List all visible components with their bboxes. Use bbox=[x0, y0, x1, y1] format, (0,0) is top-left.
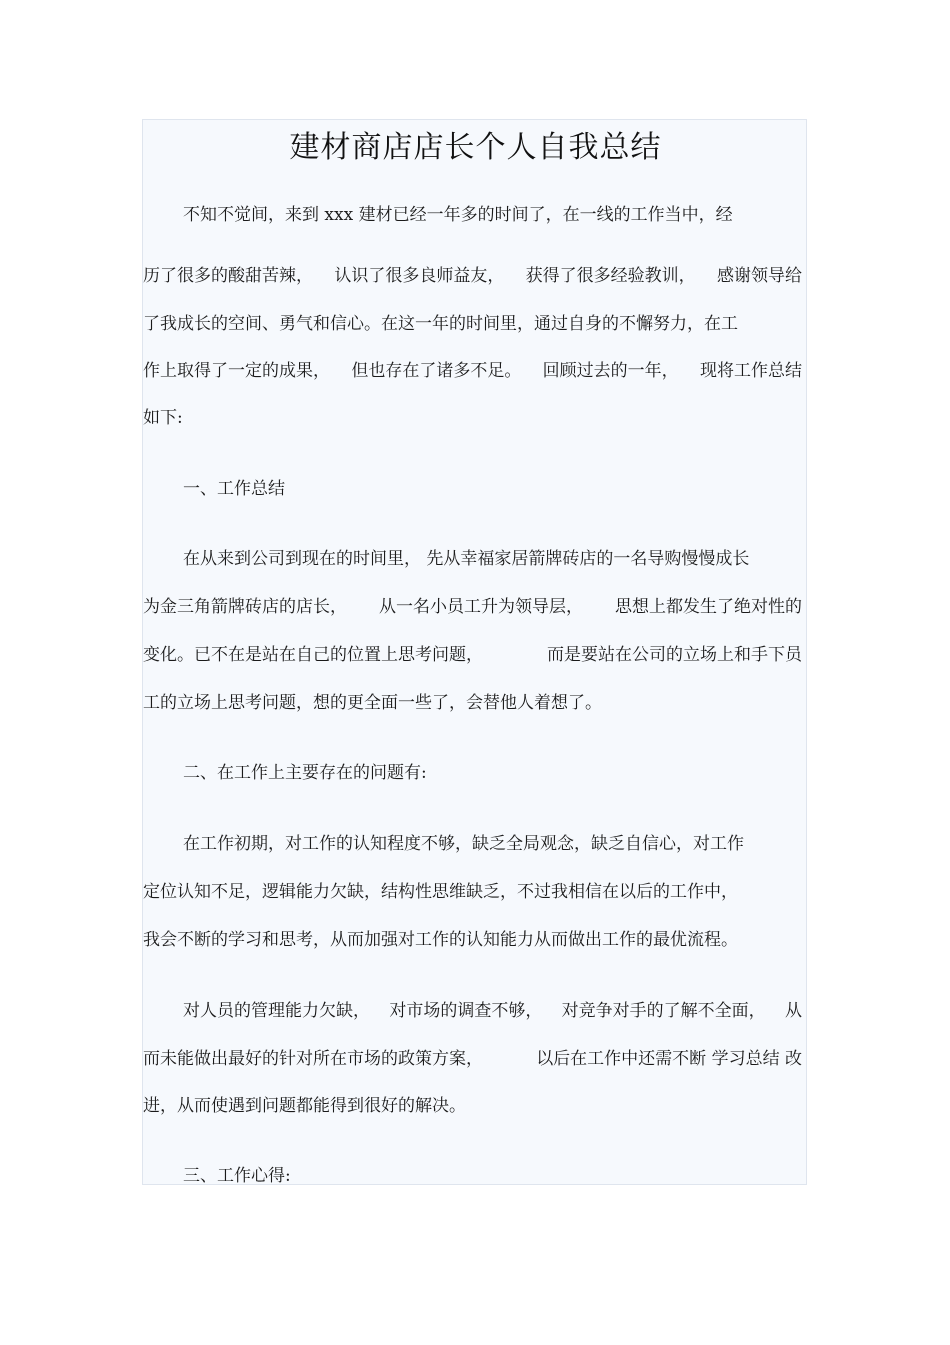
text-segment: 获得了很多经验教训， bbox=[525, 266, 696, 286]
paragraph-2-line-2 bbox=[143, 596, 802, 618]
text-segment: 认识了很多良师益友， bbox=[334, 266, 505, 286]
text-segment: 为金三角箭牌砖店的店长， bbox=[143, 597, 347, 617]
text-segment: 而未能做出最好的针对所在市场的政策方案， bbox=[143, 1049, 483, 1069]
paragraph-1-line-1: 不知不觉间，来到 xxx 建材已经一年多的时间了，在一线的工作当中，经 bbox=[183, 205, 733, 225]
paragraph-1-line-5: 如下: bbox=[143, 408, 183, 428]
paragraph-3-line-2: 定位认知不足，逻辑能力欠缺，结构性思维缺乏，不过我相信在以后的工作中， bbox=[143, 882, 738, 902]
paragraph-4-line-3: 进，从而使遇到问题都能得到很好的解决。 bbox=[143, 1096, 466, 1116]
section-heading-1: 一、工作总结 bbox=[183, 479, 285, 499]
text-segment: 从 bbox=[784, 1001, 802, 1021]
text-segment: 对人员的管理能力欠缺， bbox=[183, 1001, 370, 1021]
paragraph-1-line-4 bbox=[143, 360, 802, 382]
text-segment: 对竞争对手的了解不全面， bbox=[561, 1001, 766, 1021]
text-segment: 对市场的调查不够， bbox=[389, 1001, 543, 1021]
paragraph-1-line-3: 了我成长的空间、勇气和信心。在这一年的时间里，通过自身的不懈努力，在工 bbox=[143, 314, 738, 334]
text-segment: 历了很多的酸甜苦辣， bbox=[143, 266, 313, 286]
text-segment: 回顾过去的一年， bbox=[542, 361, 679, 381]
text-segment: 思想上都发生了绝对性的 bbox=[615, 597, 802, 617]
paragraph-1-line-2 bbox=[143, 265, 802, 287]
text-segment: 从一名小员工升为领导层， bbox=[379, 597, 583, 617]
section-heading-3: 三、工作心得: bbox=[183, 1166, 291, 1185]
document-page bbox=[142, 119, 807, 1185]
paragraph-3-line-3: 我会不断的学习和思考，从而加强对工作的认知能力从而做出工作的最优流程。 bbox=[143, 930, 738, 950]
section-heading-2: 二、在工作上主要存在的问题有: bbox=[183, 763, 427, 783]
text-segment: 但也存在了诸多不足。 bbox=[351, 361, 522, 381]
paragraph-4-line-2 bbox=[143, 1048, 802, 1070]
paragraph-3-line-1: 在工作初期，对工作的认知程度不够，缺乏全局观念，缺乏自信心，对工作 bbox=[183, 834, 744, 854]
paragraph-2-line-4: 工的立场上思考问题，想的更全面一些了，会替他人着想了。 bbox=[143, 693, 602, 713]
text-segment: 变化。已不在是站在自己的位置上思考问题， bbox=[143, 645, 483, 665]
paragraph-4-line-1 bbox=[183, 1000, 802, 1022]
text-segment: 而是要站在公司的立场上和手下员 bbox=[547, 645, 802, 665]
text-segment: 作上取得了一定的成果， bbox=[143, 361, 330, 381]
paragraph-2-line-3 bbox=[143, 644, 802, 666]
text-segment: 现将工作总结 bbox=[699, 361, 802, 381]
document-title: 建材商店店长个人自我总结 bbox=[289, 130, 662, 165]
text-segment: 以后在工作中还需不断 学习总结 改 bbox=[536, 1049, 802, 1069]
paragraph-2-line-1: 在从来到公司到现在的时间里， 先从幸福家居箭牌砖店的一名导购慢慢成长 bbox=[183, 549, 750, 569]
text-segment: 感谢领导给 bbox=[716, 266, 802, 286]
